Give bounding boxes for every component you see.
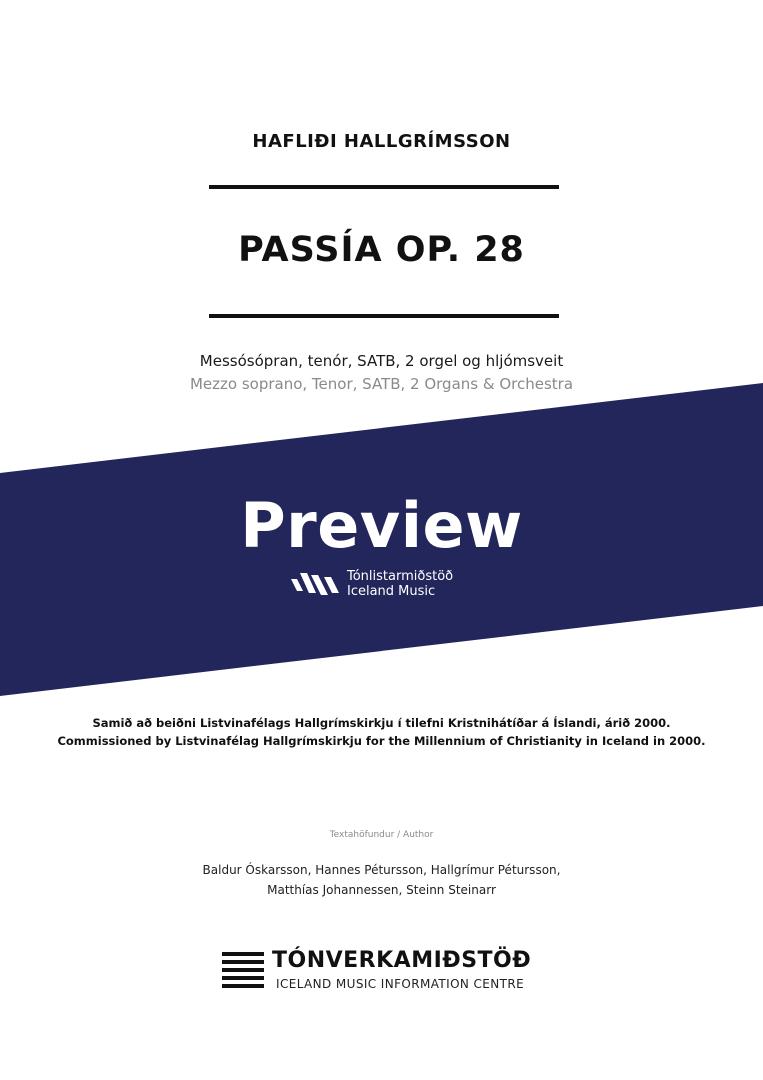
commission-icelandic: Samið að beiðni Listvinafélags Hallgrímskirkju í tilefni Kristnihátíðar á Íslandi, árið 2000. <box>92 716 671 730</box>
publisher-logo <box>222 948 552 994</box>
commission-note <box>0 714 763 750</box>
author-label: Textahöfundur / Author <box>329 830 434 840</box>
author-line-2: Matthías Johannessen, Steinn Steinarr <box>267 883 496 897</box>
publisher-name: TÓNVERKAMIÐSTÖÐ <box>272 948 532 973</box>
iceland-music-logo <box>291 568 481 602</box>
publisher-subtitle: ICELAND MUSIC INFORMATION CENTRE <box>276 977 525 991</box>
work-title: PASSÍA OP. 28 <box>238 230 525 270</box>
iceland-music-mark-icon <box>291 571 341 597</box>
instrumentation-icelandic: Messósópran, tenór, SATB, 2 orgel og hljómsveit <box>199 352 564 370</box>
composer-name: HAFLIÐI HALLGRÍMSSON <box>252 131 511 152</box>
iceland-music-name-is: Tónlistarmiðstöð <box>347 569 454 584</box>
author-list <box>0 860 763 900</box>
iceland-music-name-en: Iceland Music <box>347 584 436 599</box>
author-line-1: Baldur Óskarsson, Hannes Pétursson, Hallgrímur Pétursson, <box>202 863 561 877</box>
commission-english: Commissioned by Listvinafélag Hallgrímskirkju for the Millennium of Christianity in Iceland in 2000. <box>57 734 706 748</box>
preview-watermark: Preview <box>240 489 523 562</box>
stacked-lines-icon <box>222 950 264 992</box>
instrumentation-english: Mezzo soprano, Tenor, SATB, 2 Organs & Orchestra <box>189 375 574 393</box>
